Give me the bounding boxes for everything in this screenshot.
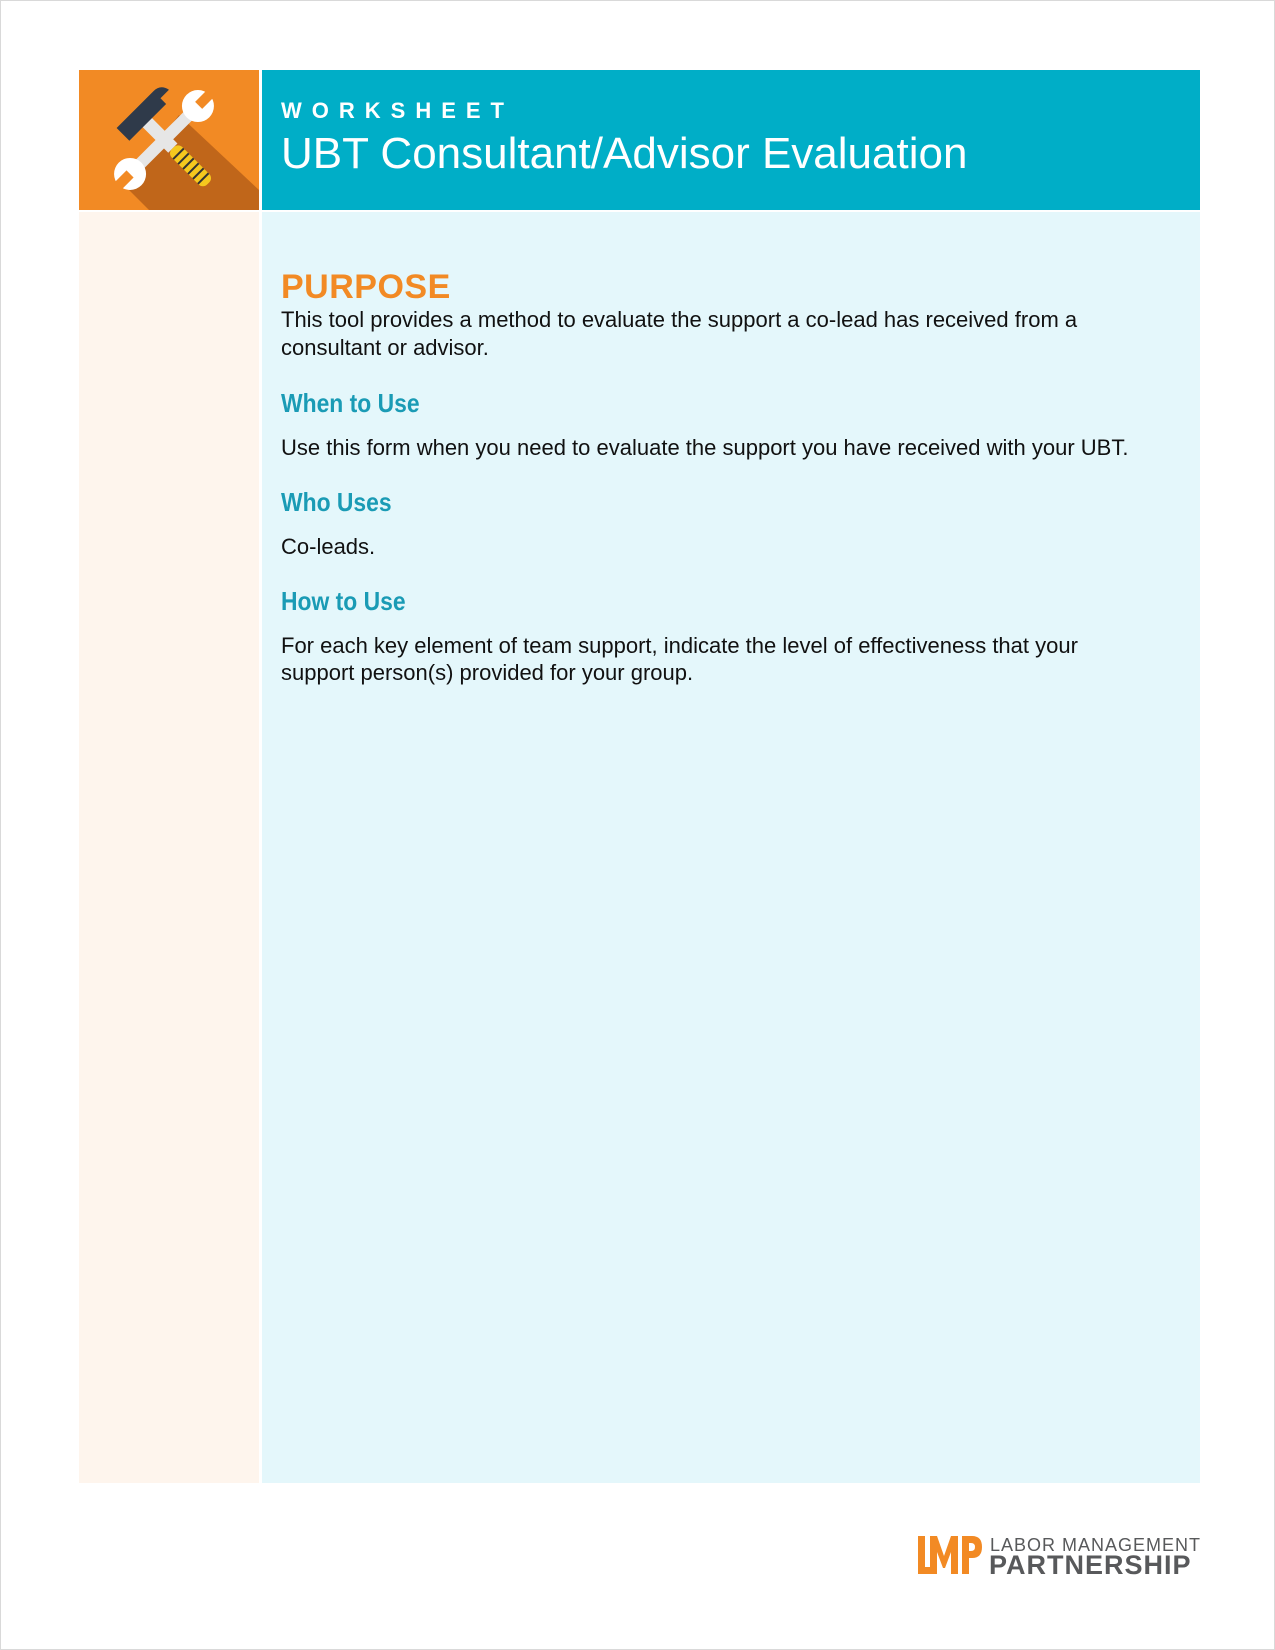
logo-line-1: LABOR MANAGEMENT	[990, 1535, 1202, 1555]
tools-icon	[79, 70, 259, 210]
lmp-logo	[918, 1532, 1203, 1580]
tools-icon-tile	[79, 70, 259, 210]
purpose-heading: PURPOSE	[281, 268, 451, 306]
content-area	[281, 270, 1181, 686]
purpose-text: This tool provides a method to evaluate the support a co-lead has received from a consultant or advisor.	[281, 307, 1078, 360]
logo-line-2: PARTNERSHIP	[989, 1550, 1192, 1580]
when-to-use-heading: When to Use	[281, 388, 420, 418]
when-to-use-text: Use this form when you need to evaluate the support you have received with your UBT.	[281, 435, 1129, 460]
worksheet-label: WORKSHEET	[281, 98, 514, 123]
lmp-logo-mark	[918, 1536, 982, 1578]
header-band	[262, 70, 1200, 210]
how-to-use-heading: How to Use	[281, 586, 406, 616]
left-sidebar-panel	[79, 212, 259, 1483]
page-title: UBT Consultant/Advisor Evaluation	[281, 129, 968, 178]
who-uses-heading: Who Uses	[281, 487, 392, 517]
how-to-use-text: For each key element of team support, indicate the level of effectiveness that your support person(s) provided for your group.	[281, 633, 1078, 685]
who-uses-text: Co-leads.	[281, 534, 376, 559]
